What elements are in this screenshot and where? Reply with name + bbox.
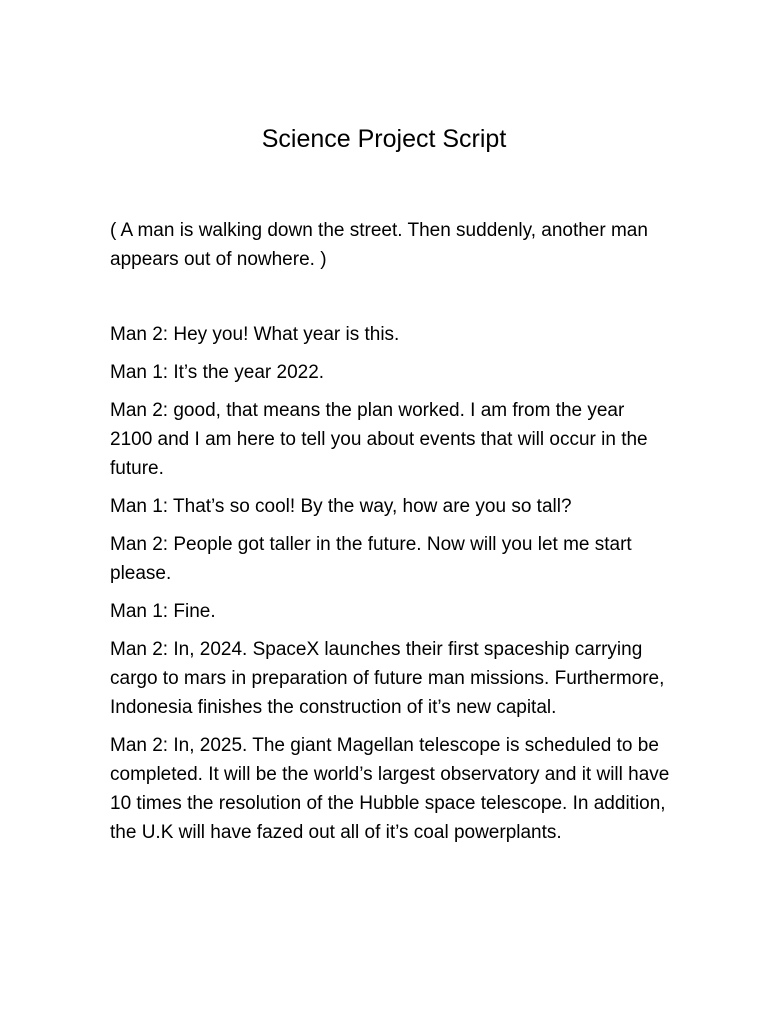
dialogue-line: Man 2: In, 2024. SpaceX launches their first spaceship carrying cargo to mars in preparation of future man missions. Furthermore, Indonesia finishes the construction of it’s new capital. [110, 639, 665, 718]
dialogue-line: Man 2: In, 2025. The giant Magellan telescope is scheduled to be completed. It will be the world’s largest observatory and it will have 10 times the resolution of the Hubble space telescope. In addition, the U.K will have fazed out all of it’s coal powerplants. [110, 735, 670, 843]
page-title: Science Project Script [261, 125, 507, 153]
stage-direction: ( A man is walking down the street. Then suddenly, another man appears out of nowhere. ) [110, 220, 648, 270]
dialogue-line: Man 2: Hey you! What year is this. [110, 324, 400, 345]
dialogue-line: Man 2: People got taller in the future. Now will you let me start please. [110, 534, 632, 584]
dialogue-line: Man 1: It’s the year 2022. [110, 362, 325, 383]
dialogue-list [110, 320, 670, 856]
dialogue-line: Man 2: good, that means the plan worked. I am from the year 2100 and I am here to tell you about events that will occur in the future. [110, 400, 648, 479]
dialogue-line: Man 1: That’s so cool! By the way, how are you so tall? [110, 496, 572, 517]
dialogue-line: Man 1: Fine. [110, 601, 216, 622]
